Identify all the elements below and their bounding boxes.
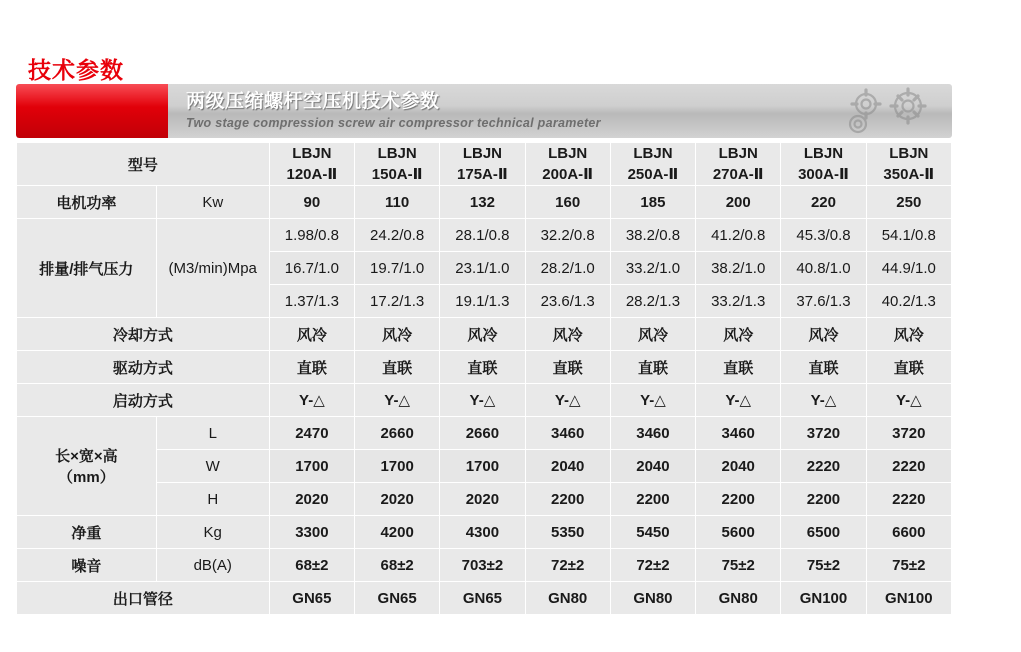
cell: 5600 (696, 516, 781, 549)
cell: 132 (440, 186, 525, 219)
cell: 风冷 (866, 318, 951, 351)
cell: 54.1/0.8 (866, 219, 951, 252)
cell: 风冷 (525, 318, 610, 351)
cell: 90 (269, 186, 354, 219)
cell: GN80 (525, 582, 610, 615)
row-label-start-method: 启动方式 (17, 384, 270, 417)
cell: 4300 (440, 516, 525, 549)
cell: 2040 (696, 450, 781, 483)
cell: 6600 (866, 516, 951, 549)
cell: 风冷 (355, 318, 440, 351)
row-label-drive-method: 驱动方式 (17, 351, 270, 384)
cell: 3720 (866, 417, 951, 450)
model-header-cell: 型号 (17, 143, 270, 186)
cell: Y-△ (610, 384, 695, 417)
cell: 3460 (525, 417, 610, 450)
cell: 直联 (781, 351, 866, 384)
cell: 185 (610, 186, 695, 219)
cell: 2020 (269, 483, 354, 516)
cell: 直联 (355, 351, 440, 384)
table-row (17, 351, 952, 384)
table-row (17, 417, 952, 450)
cell: 200 (696, 186, 781, 219)
row-unit-length: L (156, 417, 269, 450)
spec-table (16, 142, 952, 615)
model-column-1: LBJN 120A-Ⅱ (269, 143, 354, 186)
cell: 33.2/1.0 (610, 252, 695, 285)
cell: 2220 (866, 450, 951, 483)
cell: 38.2/1.0 (696, 252, 781, 285)
cell: 1700 (269, 450, 354, 483)
cell: 19.1/1.3 (440, 285, 525, 318)
dimensions-label-line2: （mm） (58, 469, 115, 486)
cell: 2020 (440, 483, 525, 516)
table-row (17, 186, 952, 219)
cell: 2660 (355, 417, 440, 450)
cell: Y-△ (696, 384, 781, 417)
cell: 3460 (696, 417, 781, 450)
row-unit-net-weight: Kg (156, 516, 269, 549)
cell: 4200 (355, 516, 440, 549)
cell: 75±2 (696, 549, 781, 582)
cell: 2040 (525, 450, 610, 483)
cell: GN80 (696, 582, 781, 615)
cell: 2470 (269, 417, 354, 450)
cell: 75±2 (781, 549, 866, 582)
cell: 风冷 (781, 318, 866, 351)
cell: 40.2/1.3 (866, 285, 951, 318)
cell: Y-△ (525, 384, 610, 417)
table-row (17, 483, 952, 516)
cell: 6500 (781, 516, 866, 549)
cell: 24.2/0.8 (355, 219, 440, 252)
table-row (17, 318, 952, 351)
row-label-noise: 噪音 (17, 549, 157, 582)
cell: 风冷 (610, 318, 695, 351)
cell: 45.3/0.8 (781, 219, 866, 252)
row-label-dimensions (17, 417, 157, 516)
cell: 38.2/0.8 (610, 219, 695, 252)
header-red-block (16, 84, 168, 138)
row-label-net-weight: 净重 (17, 516, 157, 549)
row-unit-width: W (156, 450, 269, 483)
table-row (17, 450, 952, 483)
cell: 17.2/1.3 (355, 285, 440, 318)
cell: 28.2/1.0 (525, 252, 610, 285)
cell: 3460 (610, 417, 695, 450)
cell: 75±2 (866, 549, 951, 582)
model-column-5: LBJN 250A-Ⅱ (610, 143, 695, 186)
table-row (17, 582, 952, 615)
model-column-2: LBJN 150A-Ⅱ (355, 143, 440, 186)
cell: Y-△ (440, 384, 525, 417)
cell: 72±2 (525, 549, 610, 582)
cell: 2200 (525, 483, 610, 516)
cell: GN100 (781, 582, 866, 615)
cell: 风冷 (269, 318, 354, 351)
model-column-4: LBJN 200A-Ⅱ (525, 143, 610, 186)
model-column-3: LBJN 175A-Ⅱ (440, 143, 525, 186)
row-unit-noise: dB(A) (156, 549, 269, 582)
table-row (17, 549, 952, 582)
row-label-motor-power: 电机功率 (17, 186, 157, 219)
model-column-8: LBJN 350A-Ⅱ (866, 143, 951, 186)
header-title-en: Two stage compression screw air compressor technical parameter (186, 116, 601, 130)
cell: 3720 (781, 417, 866, 450)
dimensions-label-line1: 长×宽×高 (55, 448, 118, 465)
header-text-group (186, 90, 601, 132)
cell: 直联 (610, 351, 695, 384)
cell: GN65 (269, 582, 354, 615)
cell: GN100 (866, 582, 951, 615)
cell: 32.2/0.8 (525, 219, 610, 252)
header-title-cn: 两级压缩螺杆空压机技术参数 (186, 91, 440, 112)
cell: 28.1/0.8 (440, 219, 525, 252)
cell: 220 (781, 186, 866, 219)
cell: 风冷 (440, 318, 525, 351)
table-header-band (16, 84, 952, 138)
model-column-6: LBJN 270A-Ⅱ (696, 143, 781, 186)
cell: 1.98/0.8 (269, 219, 354, 252)
cell: 23.1/1.0 (440, 252, 525, 285)
cell: 44.9/1.0 (866, 252, 951, 285)
cell: 5450 (610, 516, 695, 549)
cell: 直联 (866, 351, 951, 384)
cell: Y-△ (269, 384, 354, 417)
cell: 5350 (525, 516, 610, 549)
cell: 3300 (269, 516, 354, 549)
cell: 2200 (610, 483, 695, 516)
cell: 1700 (440, 450, 525, 483)
cell: 68±2 (269, 549, 354, 582)
table-row (17, 516, 952, 549)
row-unit-height: H (156, 483, 269, 516)
cell: 2200 (781, 483, 866, 516)
cell: 直联 (269, 351, 354, 384)
cell: 250 (866, 186, 951, 219)
spec-table-container (16, 142, 952, 615)
cell: 16.7/1.0 (269, 252, 354, 285)
cell: 2660 (440, 417, 525, 450)
cell: 40.8/1.0 (781, 252, 866, 285)
cell: 直联 (696, 351, 781, 384)
table-row (17, 384, 952, 417)
row-unit-displacement-pressure: (M3/min)Mpa (156, 219, 269, 318)
cell: Y-△ (866, 384, 951, 417)
cell: Y-△ (781, 384, 866, 417)
cell: 23.6/1.3 (525, 285, 610, 318)
cell: GN65 (355, 582, 440, 615)
cell: 28.2/1.3 (610, 285, 695, 318)
cell: 33.2/1.3 (696, 285, 781, 318)
cell: 直联 (525, 351, 610, 384)
cell: 37.6/1.3 (781, 285, 866, 318)
page-title: 技术参数 (28, 57, 124, 83)
cell: GN80 (610, 582, 695, 615)
cell: Y-△ (355, 384, 440, 417)
cell: 68±2 (355, 549, 440, 582)
cell: 41.2/0.8 (696, 219, 781, 252)
row-label-displacement-pressure: 排量/排气压力 (17, 219, 157, 318)
cell: 160 (525, 186, 610, 219)
cell: 2040 (610, 450, 695, 483)
cell: 2020 (355, 483, 440, 516)
gear-icon (836, 84, 946, 138)
cell: 2220 (781, 450, 866, 483)
cell: 1.37/1.3 (269, 285, 354, 318)
cell: 72±2 (610, 549, 695, 582)
cell: 110 (355, 186, 440, 219)
table-header-row (17, 143, 952, 186)
cell: 703±2 (440, 549, 525, 582)
cell: 直联 (440, 351, 525, 384)
row-label-outlet-diameter: 出口管径 (17, 582, 270, 615)
row-unit-motor-power: Kw (156, 186, 269, 219)
cell: GN65 (440, 582, 525, 615)
row-label-cooling-method: 冷却方式 (17, 318, 270, 351)
cell: 19.7/1.0 (355, 252, 440, 285)
model-column-7: LBJN 300A-Ⅱ (781, 143, 866, 186)
cell: 风冷 (696, 318, 781, 351)
cell: 2220 (866, 483, 951, 516)
table-row (17, 219, 952, 252)
cell: 1700 (355, 450, 440, 483)
cell: 2200 (696, 483, 781, 516)
